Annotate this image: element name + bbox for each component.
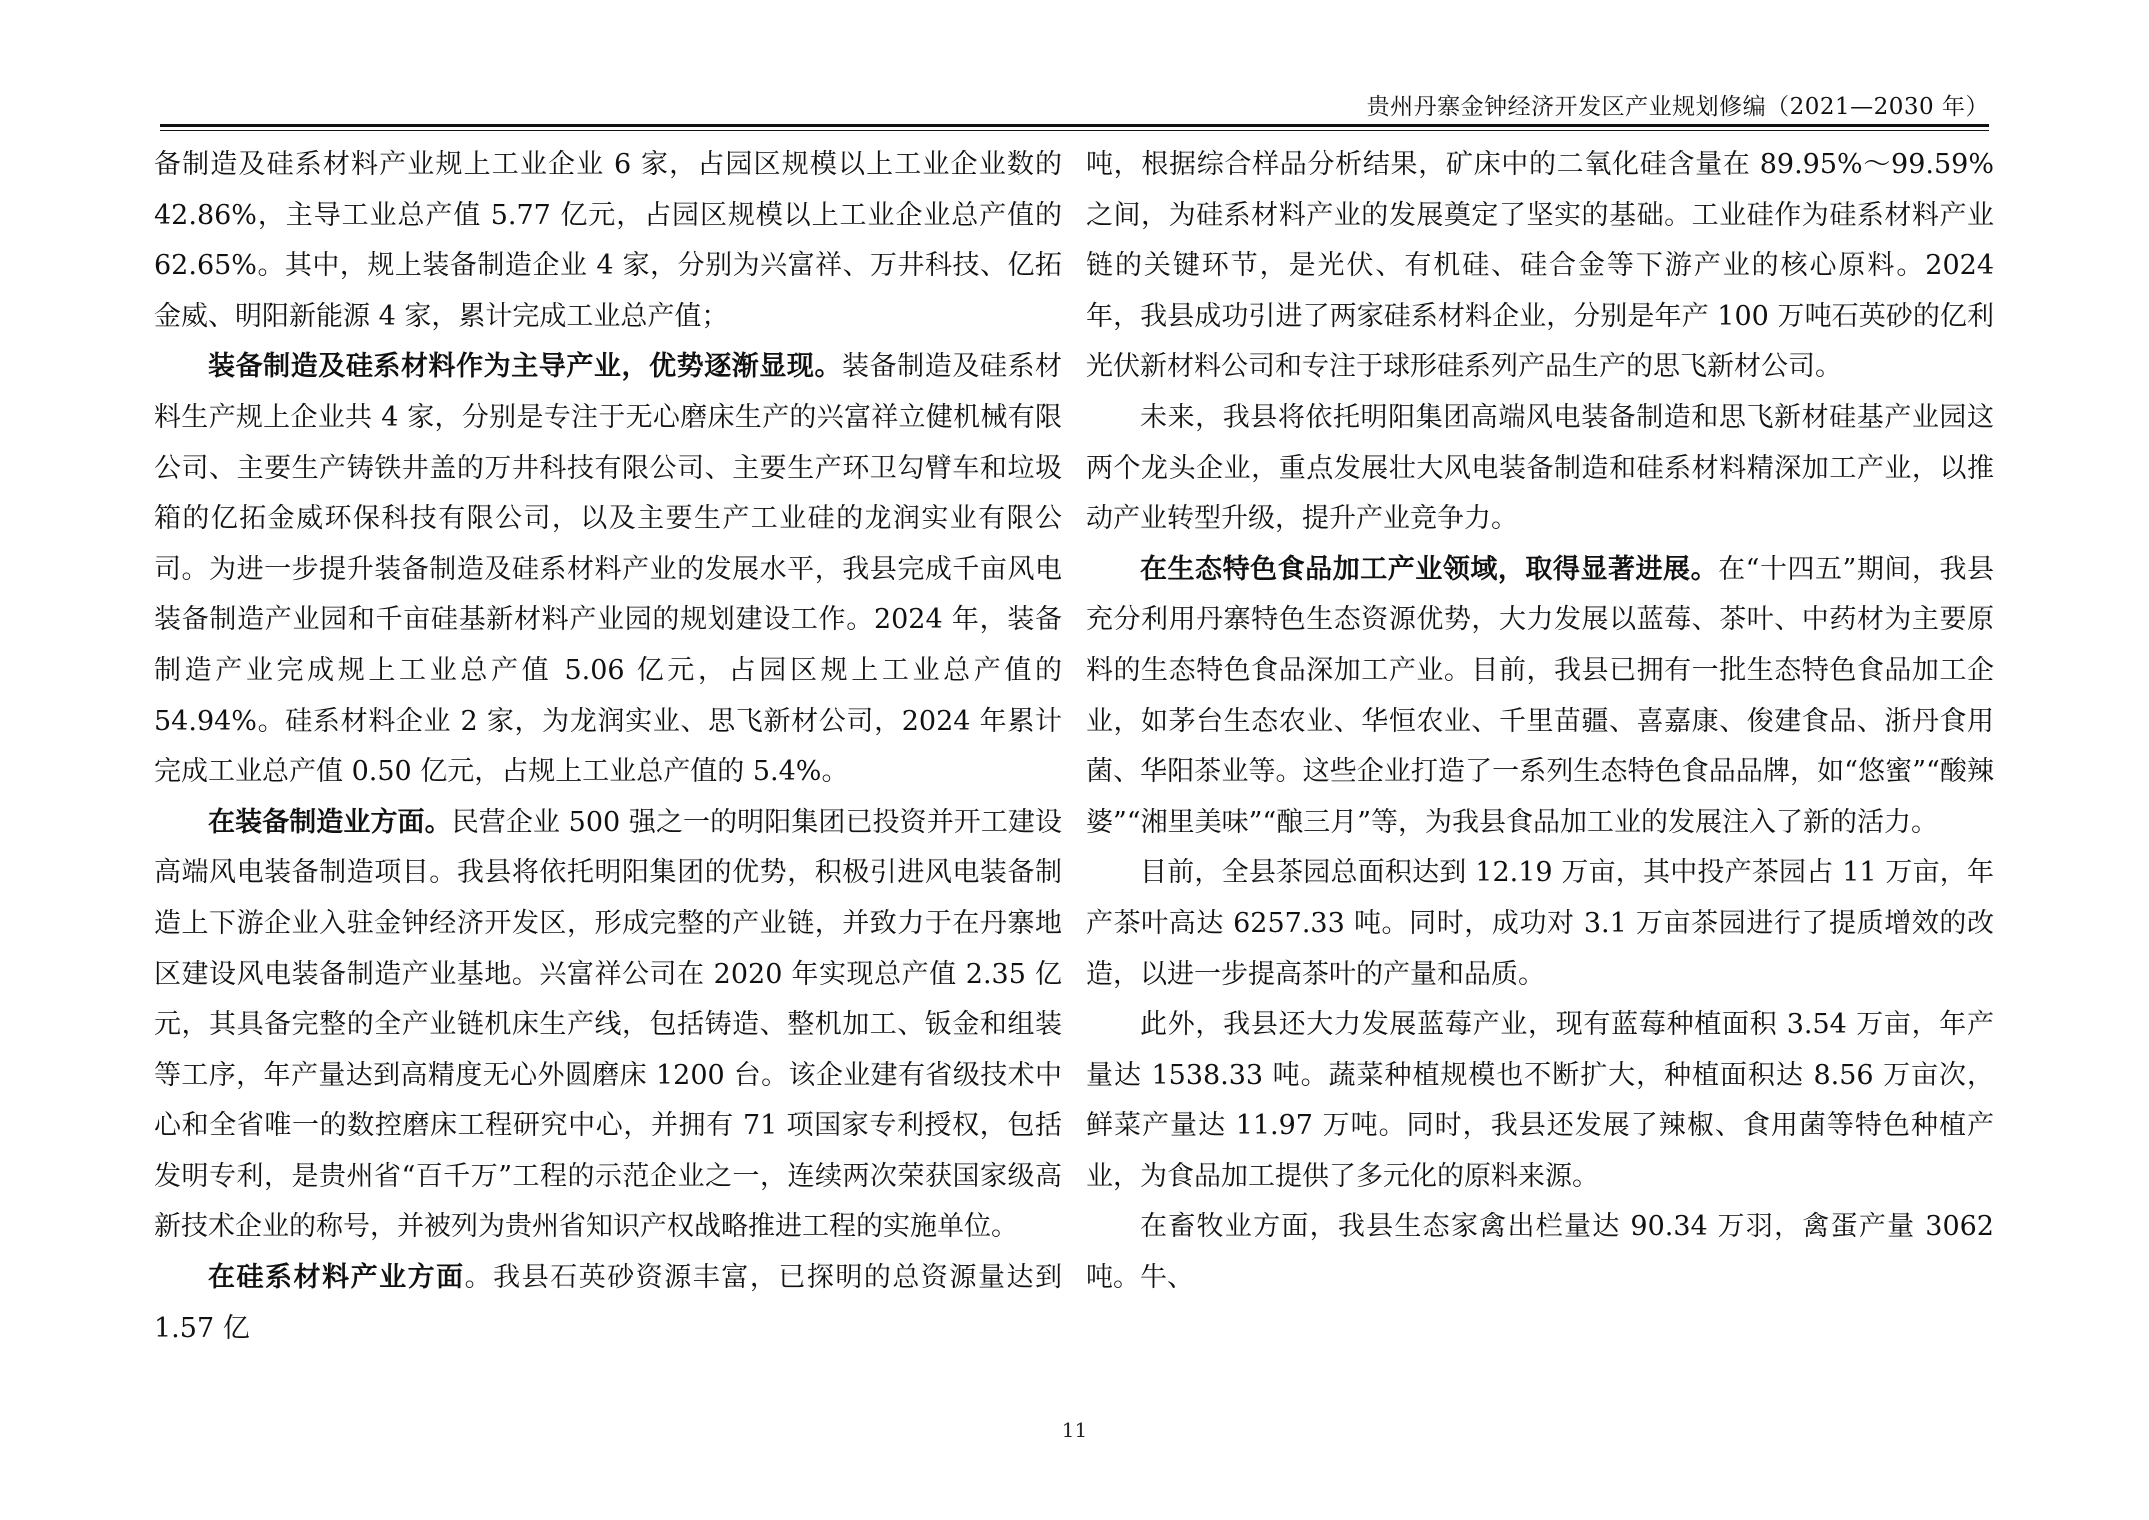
paragraph-lead-sentence: 在生态特色食品加工产业领域，取得显著进展。 — [1140, 553, 1719, 585]
left-text-column — [154, 140, 1062, 1354]
header-rule-thick — [160, 124, 1989, 127]
paragraph-leading-industries — [154, 342, 1062, 797]
header-rule-thin — [160, 130, 1989, 131]
paragraph-livestock — [1086, 1202, 1994, 1303]
paragraph-text: 民营企业 500 强之一的明阳集团已投资并开工建设高端风电装备制造项目。我县将依托明阳集团的优势，积极引进风电装备制造上下游企业入驻金钟经济开发区，形成完整的产业链，并致力于在丹寨地区建设风电装备制造产业基地。兴富祥公司在 2020 年实现总产值 2.35 亿元，其具备完整的全产业链机床生产线，包括铸造、整机加工、钣金和组装等工序，年产量达到高精度无心外圆磨床 1200 台。该企业建有省级技术中心和全省唯一的数控磨床工程研究中心，并拥有 71 项国家专利授权，包括发明专利，是贵州省“百千万”工程的示范企业之一，连续两次荣获国家级高新技术企业的称号，并被列为贵州省知识产权战略推进工程的实施单位。 — [154, 806, 1063, 1243]
paragraph-text: 目前，全县茶园总面积达到 12.19 万亩，其中投产茶园占 11 万亩，年产茶叶高达 6257.33 吨。同时，成功对 3.1 万亩茶园进行了提质增效的改造，以进一步提高茶叶的产量和品质。 — [1086, 857, 1994, 990]
paragraph-text: 在畜牧业方面，我县生态家禽出栏量达 90.34 万羽，禽蛋产量 3062 吨。牛、 — [1086, 1211, 1994, 1294]
paragraph-continued — [1086, 140, 1994, 393]
paragraph-text: 未来，我县将依托明阳集团高端风电装备制造和思飞新材硅基产业园这两个龙头企业，重点发展壮大风电装备制造和硅系材料精深加工产业，以推动产业转型升级，提升产业竞争力。 — [1086, 401, 1994, 535]
paragraph-text: 。我县石英砂资源丰富，已探明的总资源量达到 1.57 亿 — [154, 1262, 1063, 1344]
paragraph-future-plan — [1086, 393, 1994, 545]
paragraph-lead-sentence: 在装备制造业方面。 — [208, 806, 452, 838]
paragraph-silicon-materials — [154, 1253, 1062, 1354]
paragraph-eco-food-processing — [1086, 545, 1994, 849]
right-text-column — [1086, 140, 1994, 1304]
paragraph-continued — [154, 140, 1062, 342]
paragraph-equipment-manufacturing — [154, 798, 1062, 1253]
paragraph-lead-sentence: 装备制造及硅系材料作为主导产业，优势逐渐显现。 — [208, 351, 843, 383]
paragraph-text: 备制造及硅系材料产业规上工业企业 6 家，占园区规模以上工业企业数的 42.86%，主导工业总产值 5.77 亿元，占园区规模以上工业企业总产值的 62.65%。其中，规上装备制造企业 4 家，分别为兴富祥、万井科技、亿拓金威、明阳新能源 4 家，累计完成工业总产值； — [154, 149, 1062, 332]
paragraph-text: 此外，我县还大力发展蓝莓产业，现有蓝莓种植面积 3.54 万亩，年产量达 1538.33 吨。蔬菜种植规模也不断扩大，种植面积达 8.56 万亩次，鲜菜产量达 11.97 万吨。同时，我县还发展了辣椒、食用菌等特色种植产业，为食品加工提供了多元化的原料来源。 — [1086, 1009, 1994, 1192]
document-header-title: 贵州丹寨金钟经济开发区产业规划修编（2021—2030 年） — [1366, 94, 1989, 120]
paragraph-text: 在“十四五”期间，我县充分利用丹寨特色生态资源优势，大力发展以蓝莓、茶叶、中药材为主要原料的生态特色食品深加工产业。目前，我县已拥有一批生态特色食品加工企业，如茅台生态农业、华恒农业、千里苗疆、喜嘉康、俊建食品、浙丹食用菌、华阳茶业等。这些企业打造了一系列生态特色食品品牌，如“悠蜜”“酸辣婆”“湘里美味”“酿三月”等，为我县食品加工业的发展注入了新的活力。 — [1086, 553, 1995, 838]
paragraph-blueberry-vegetables — [1086, 1000, 1994, 1202]
page-number: 11 — [1061, 1418, 1088, 1442]
paragraph-text: 装备制造及硅系材料生产规上企业共 4 家，分别是专注于无心磨床生产的兴富祥立健机械有限公司、主要生产铸铁井盖的万井科技有限公司、主要生产环卫勾臂车和垃圾箱的亿拓金威环保科技有限公司，以及主要生产工业硅的龙润实业有限公司。为进一步提升装备制造及硅系材料产业的发展水平，我县完成千亩风电装备制造产业园和千亩硅基新材料产业园的规划建设工作。2024 年，装备制造产业完成规上工业总产值 5.06 亿元，占园区规上工业总产值的 54.94%。硅系材料企业 2 家，为龙润实业、思飞新材公司，2024 年累计完成工业总产值 0.50 亿元，占规上工业总产值的 5.4%。 — [154, 351, 1063, 788]
paragraph-lead-sentence: 在硅系材料产业方面 — [208, 1262, 465, 1294]
paragraph-text: 吨，根据综合样品分析结果，矿床中的二氧化硅含量在 89.95%～99.59%之间，为硅系材料产业的发展奠定了坚实的基础。工业硅作为硅系材料产业链的关键环节，是光伏、有机硅、硅合金等下游产业的核心原料。2024 年，我县成功引进了两家硅系材料企业，分别是年产 100 万吨石英砂的亿利光伏新材料公司和专注于球形硅系列产品生产的思飞新材公司。 — [1086, 149, 1994, 383]
paragraph-tea-gardens — [1086, 848, 1994, 1000]
